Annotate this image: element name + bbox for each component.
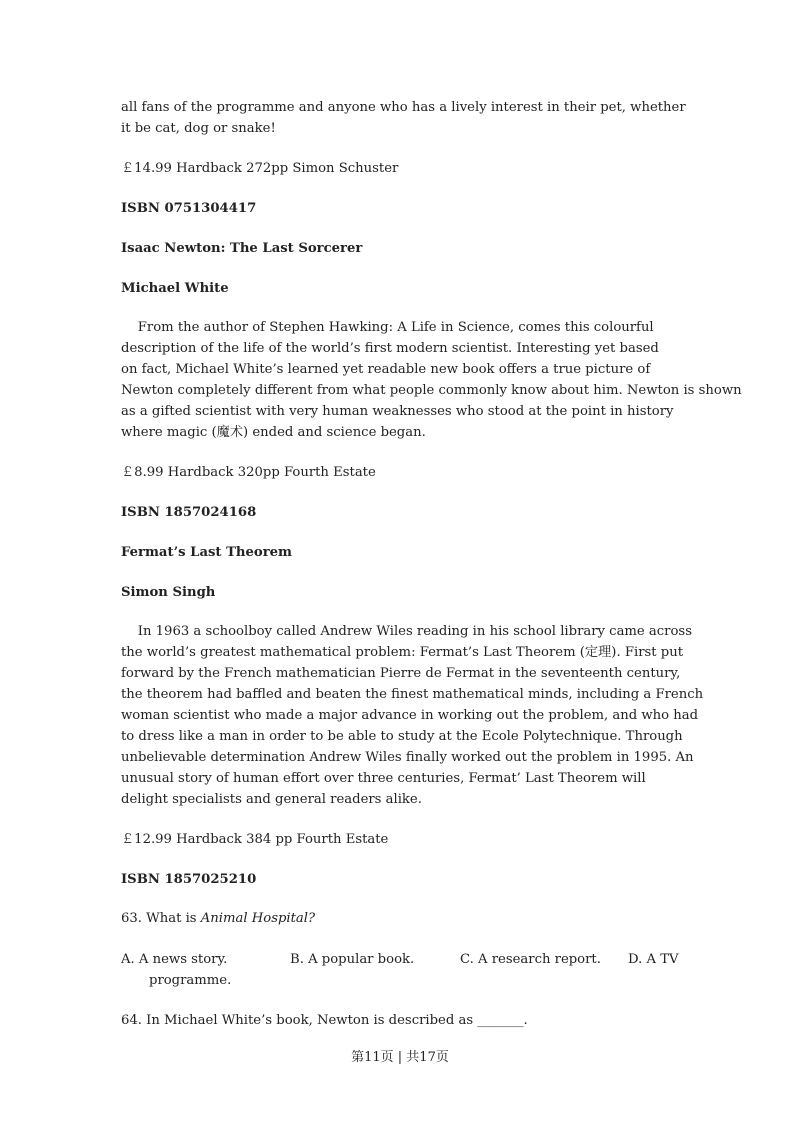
page-footer: 第11页 | 共17页 (351, 1050, 449, 1065)
option-a: A. A news story. (121, 952, 228, 967)
question-63-italic: Animal Hospital? (200, 911, 316, 926)
review-text-line: Newton completely different from what people commonly know about him. Newton is shown (121, 383, 742, 398)
price-line: ￡14.99 Hardback 272pp Simon Schuster (121, 161, 399, 176)
option-d-continuation: programme. (149, 973, 232, 988)
review-text-line: description of the life of the world’s first modern scientist. Interesting yet based (121, 341, 659, 356)
review-text-line: all fans of the programme and anyone who has a lively interest in their pet, whether (121, 100, 686, 115)
review-text-line: woman scientist who made a major advance in working out the problem, and who had (121, 708, 699, 723)
review-text-line: to dress like a man in order to be able to study at the Ecole Polytechnique. Through (121, 729, 683, 744)
isbn-line: ISBN 0751304417 (121, 201, 257, 216)
book-title: Isaac Newton: The Last Sorcerer (121, 241, 363, 256)
question-63 (121, 908, 315, 929)
isbn-line: ISBN 1857024168 (121, 505, 257, 520)
review-text-line: forward by the French mathematician Pierre de Fermat in the seventeenth century, (121, 666, 681, 681)
review-text-line: where magic (魔术) ended and science began. (121, 425, 426, 440)
review-text-line: the theorem had baffled and beaten the finest mathematical minds, including a French (121, 687, 704, 702)
book-author: Simon Singh (121, 585, 216, 600)
review-text-line: delight specialists and general readers alike. (121, 792, 422, 807)
isbn-line: ISBN 1857025210 (121, 872, 257, 887)
review-text-line: unusual story of human effort over three centuries, Fermat’ Last Theorem will (121, 771, 646, 786)
price-line: ￡8.99 Hardback 320pp Fourth Estate (121, 465, 376, 480)
option-b: B. A popular book. (290, 952, 415, 967)
review-text-line: on fact, Michael White’s learned yet readable new book offers a true picture of (121, 362, 651, 377)
question-63-prefix: 63. What is (121, 911, 201, 926)
question-64: 64. In Michael White’s book, Newton is described as _______. (121, 1013, 528, 1028)
option-c: C. A research report. (460, 952, 601, 967)
book-author: Michael White (121, 281, 229, 296)
review-text-line: as a gifted scientist with very human weaknesses who stood at the point in history (121, 404, 674, 419)
review-text-line: In 1963 a schoolboy called Andrew Wiles reading in his school library came across (121, 624, 692, 639)
review-text-line: the world’s greatest mathematical problem: Fermat’s Last Theorem (定理). First put (121, 645, 683, 660)
option-d: D. A TV (628, 952, 679, 967)
review-text-line: unbelievable determination Andrew Wiles finally worked out the problem in 1995. An (121, 750, 694, 765)
review-text-line: From the author of Stephen Hawking: A Life in Science, comes this colourful (121, 320, 654, 335)
review-text-line: it be cat, dog or snake! (121, 121, 276, 136)
book-title: Fermat’s Last Theorem (121, 545, 292, 560)
price-line: ￡12.99 Hardback 384 pp Fourth Estate (121, 832, 389, 847)
